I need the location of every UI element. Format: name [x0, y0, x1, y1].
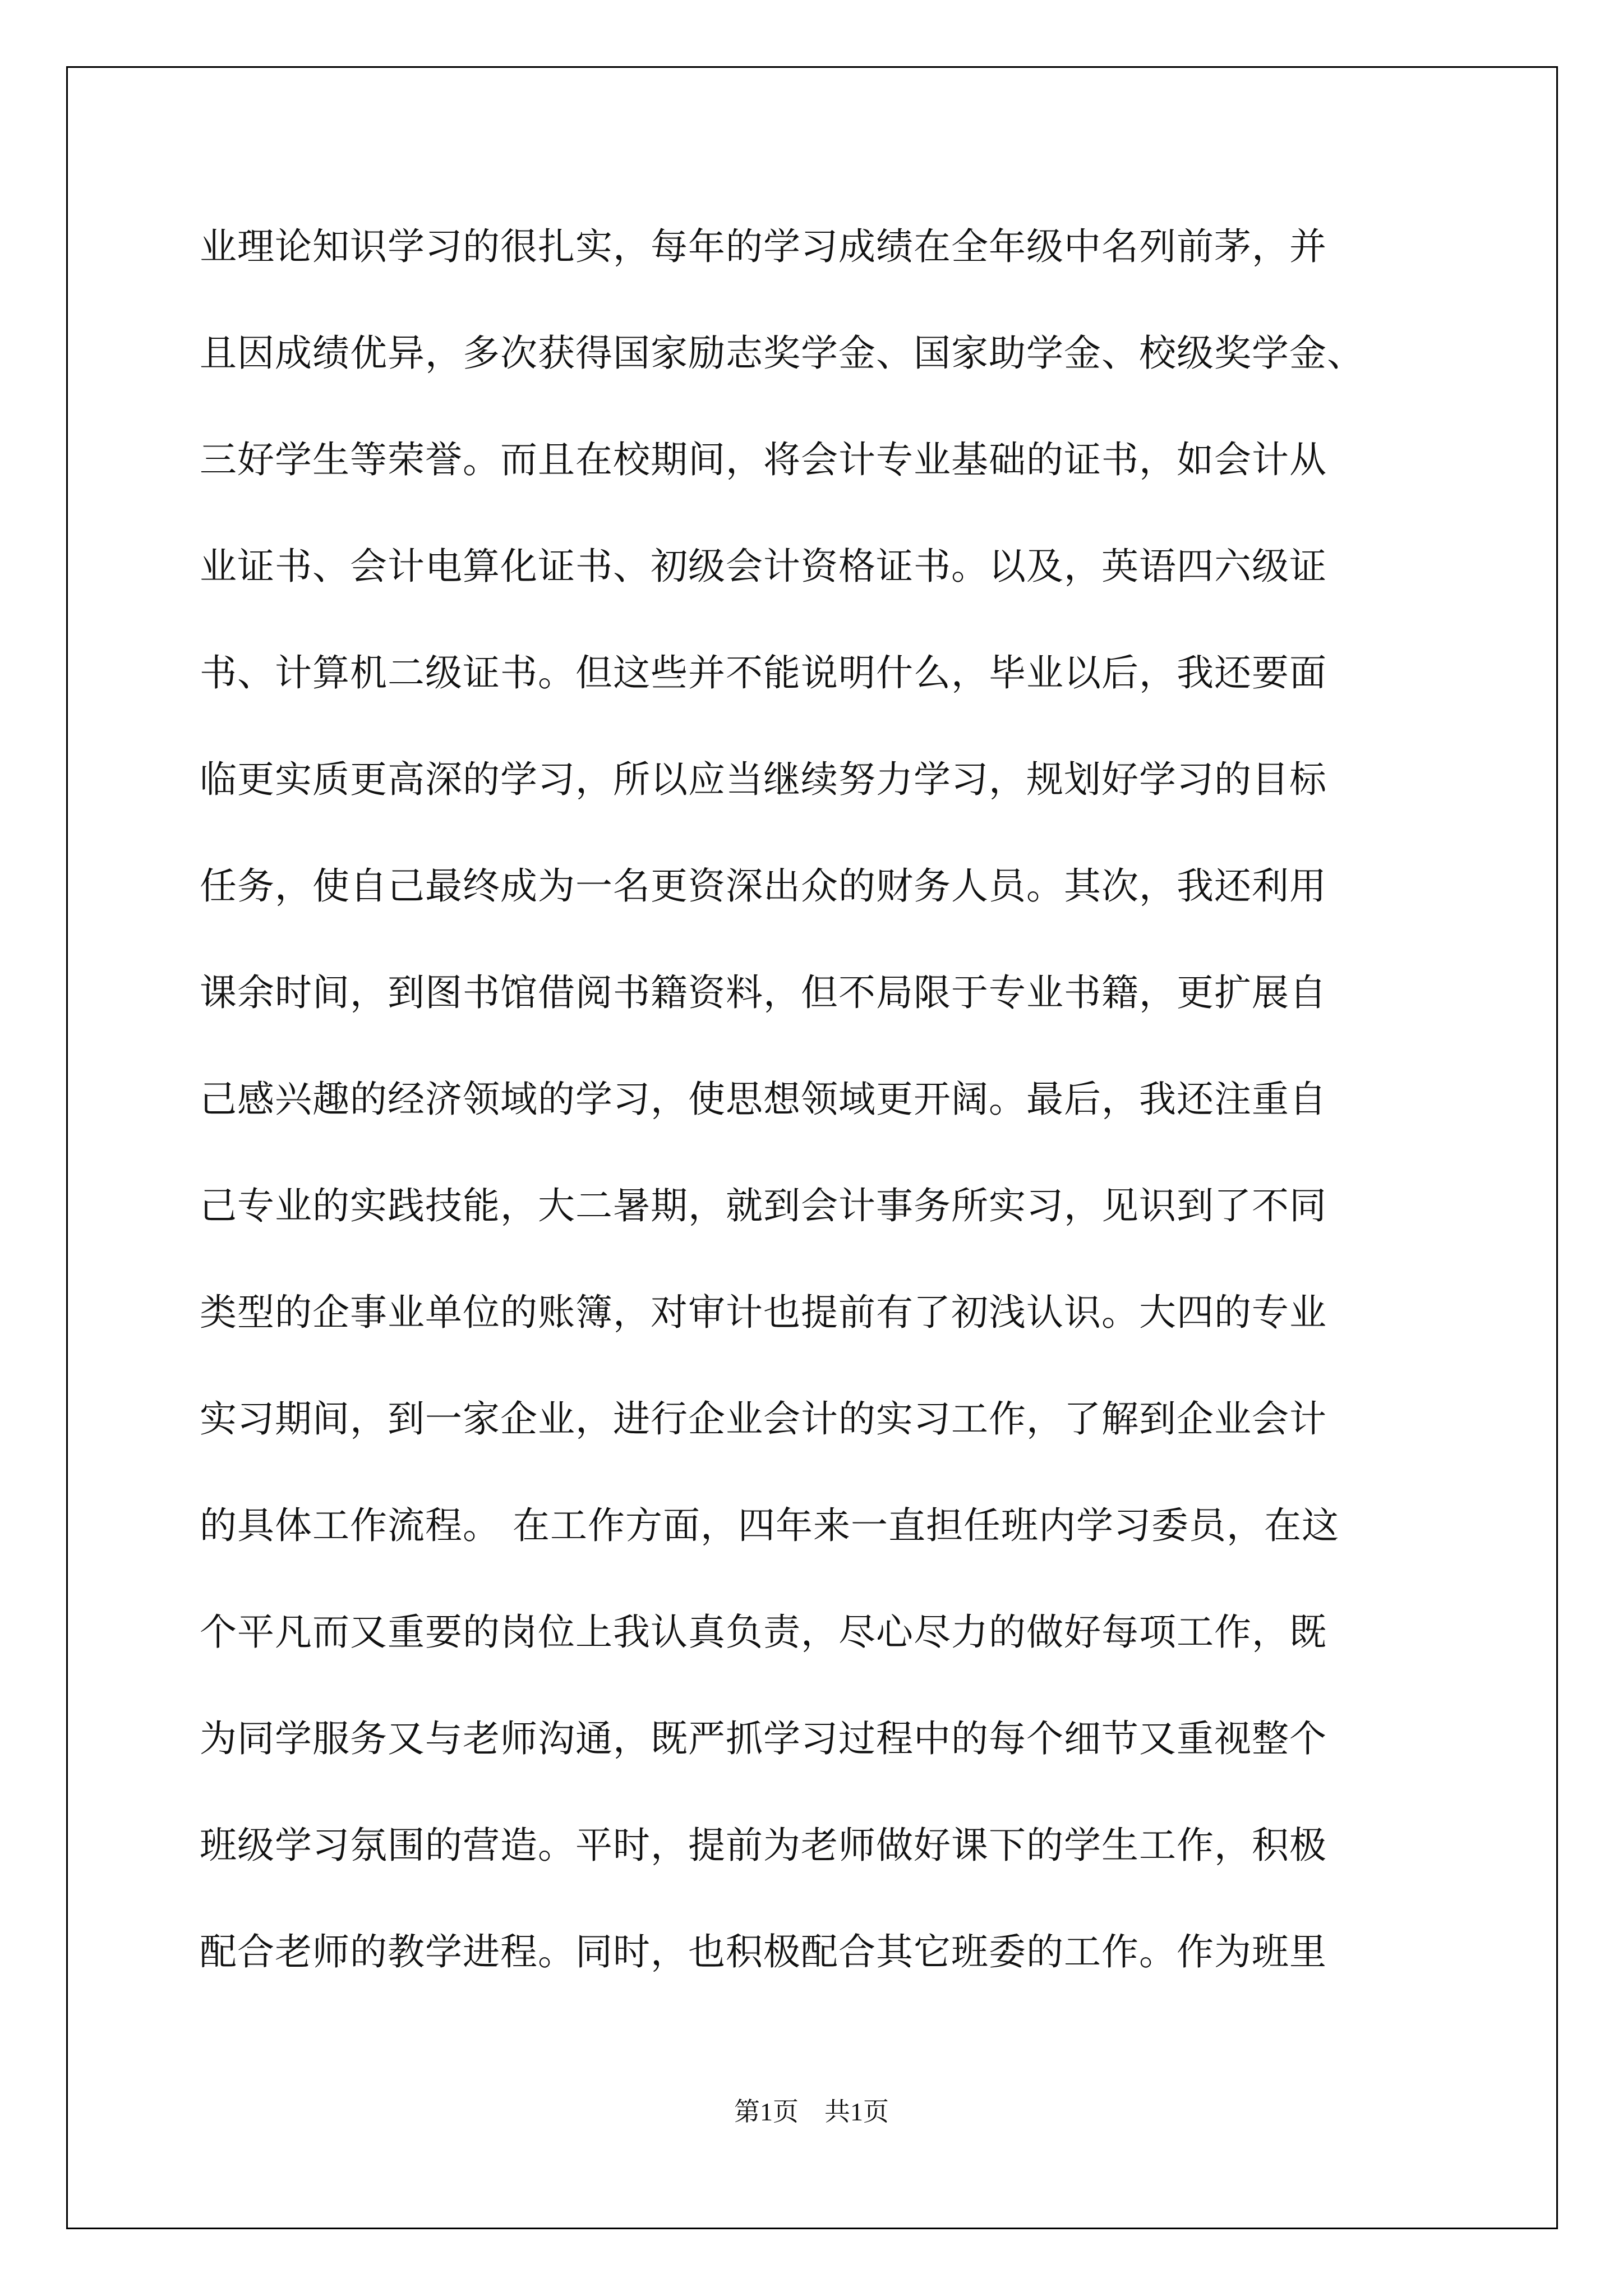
text-line: 课余时间，到图书馆借阅书籍资料，但不局限于专业书籍，更扩展自 — [200, 971, 1327, 1014]
text-line: 己专业的实践技能，大二暑期，就到会计事务所实习，见识到了不同 — [200, 1184, 1327, 1227]
text-line: 配合老师的教学进程。同时，也积极配合其它班委的工作。作为班里 — [200, 1930, 1327, 1973]
page-number-footer: 第1页 共1页 — [734, 2097, 889, 2126]
text-line: 己感兴趣的经济领域的学习，使思想领域更开阔。最后，我还注重自 — [200, 1078, 1327, 1121]
document-body — [200, 219, 1433, 2031]
text-line: 且因成绩优异，多次获得国家励志奖学金、国家助学金、校级奖学金、 — [200, 332, 1364, 375]
text-line: 业证书、会计电算化证书、初级会计资格证书。以及，英语四六级证 — [200, 545, 1327, 588]
text-line: 班级学习氛围的营造。平时，提前为老师做好课下的学生工作，积极 — [200, 1824, 1327, 1867]
text-line: 任务，使自己最终成为一名更资深出众的财务人员。其次，我还利用 — [200, 864, 1327, 908]
text-line: 为同学服务又与老师沟通，既严抓学习过程中的每个细节又重视整个 — [200, 1717, 1327, 1760]
text-line: 临更实质更高深的学习，所以应当继续努力学习，规划好学习的目标 — [200, 758, 1327, 801]
text-line: 书、计算机二级证书。但这些并不能说明什么，毕业以后，我还要面 — [200, 651, 1327, 694]
text-line: 业理论知识学习的很扎实，每年的学习成绩在全年级中名列前茅，并 — [200, 225, 1327, 268]
text-line: 个平凡而又重要的岗位上我认真负责，尽心尽力的做好每项工作，既 — [200, 1611, 1327, 1654]
text-line: 类型的企事业单位的账簿，对审计也提前有了初浅认识。大四的专业 — [200, 1291, 1327, 1334]
text-line: 三好学生等荣誉。而且在校期间，将会计专业基础的证书，如会计从 — [200, 438, 1327, 481]
text-line: 的具体工作流程。 在工作方面，四年来一直担任班内学习委员，在这 — [200, 1504, 1339, 1547]
text-line: 实习期间，到一家企业，进行企业会计的实习工作，了解到企业会计 — [200, 1397, 1327, 1441]
